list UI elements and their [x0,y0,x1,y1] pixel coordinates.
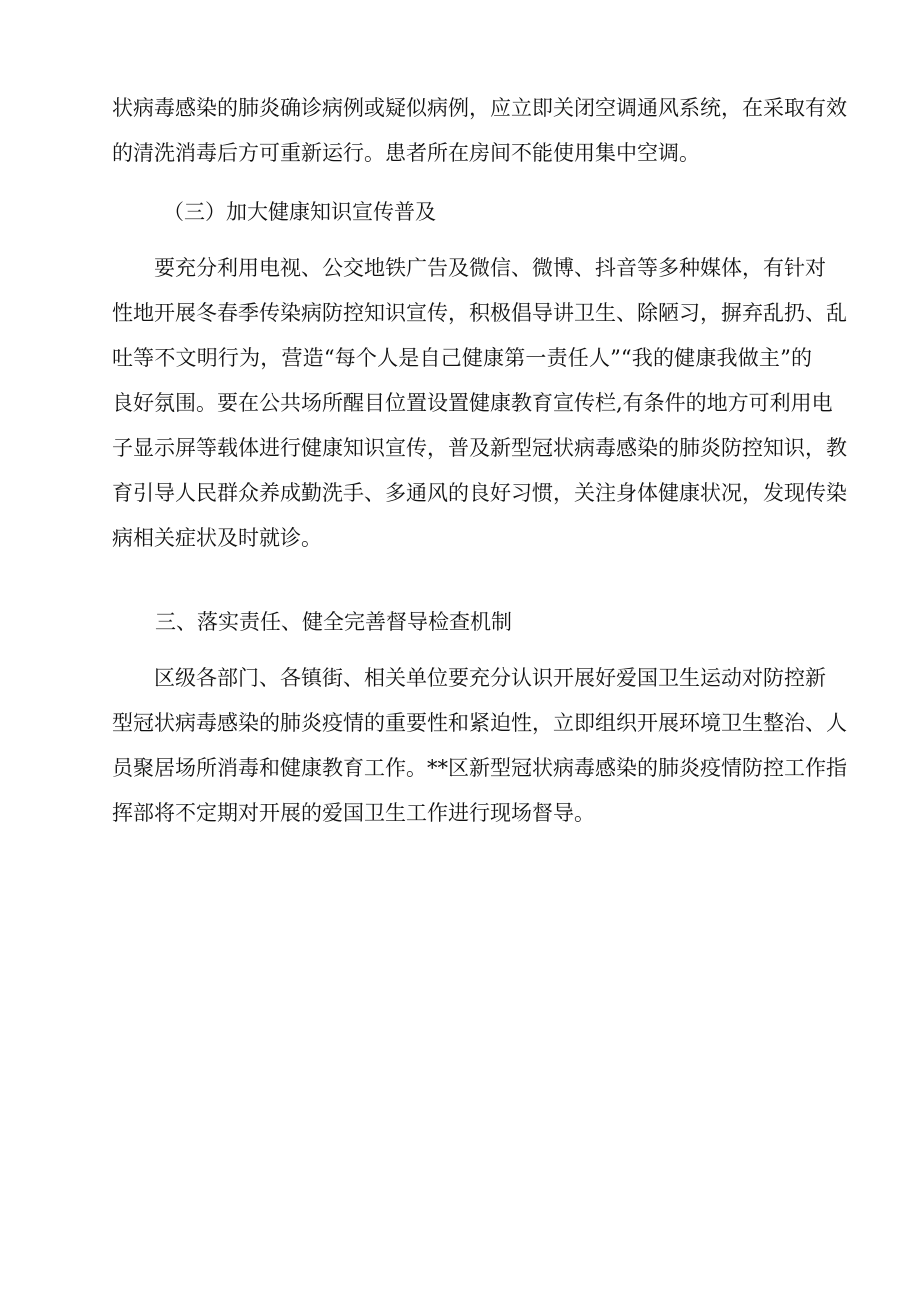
section-heading-health-education: （三）加大健康知识宣传普及 [163,200,436,224]
paragraph-line: 员聚居场所消毒和健康教育工作。**区新型冠状病毒感染的肺炎疫情防控工作指 [112,756,847,780]
paragraph-line: 良好氛围。要在公共场所醒目位置设置健康教育宣传栏,有条件的地方可利用电 [112,391,833,415]
paragraph-line: 病相关症状及时就诊。 [112,526,322,550]
paragraph-line: 育引导人民群众养成勤洗手、多通风的良好习惯，关注身体健康状况，发现传染 [112,481,847,505]
paragraph-supervision [112,656,847,836]
paragraph-line: 性地开展冬春季传染病防控知识宣传，积极倡导讲卫生、除陋习，摒弃乱扔、乱 [112,301,847,325]
paragraph-line: 挥部将不定期对开展的爱国卫生工作进行现场督导。 [112,801,595,825]
paragraph-line: 吐等不文明行为，营造“每个人是自己健康第一责任人”“我的健康我做主”的 [112,346,812,370]
paragraph-line: 区级各部门、各镇街、相关单位要充分认识开展好爱国卫生运动对防控新 [154,666,826,690]
paragraph-air-conditioning [112,86,847,176]
paragraph-line: 状病毒感染的肺炎确诊病例或疑似病例，应立即关闭空调通风系统，在采取有效 [112,96,847,120]
paragraph-health-education [112,246,847,561]
section-heading-supervision: 三、落实责任、健全完善督导检查机制 [155,610,512,634]
paragraph-line: 要充分利用电视、公交地铁广告及微信、微博、抖音等多种媒体，有针对 [154,256,826,280]
paragraph-line: 型冠状病毒感染的肺炎疫情的重要性和紧迫性，立即组织开展环境卫生整治、人 [112,711,847,735]
paragraph-line: 子显示屏等载体进行健康知识宣传，普及新型冠状病毒感染的肺炎防控知识，教 [112,436,847,460]
paragraph-line: 的清洗消毒后方可重新运行。患者所在房间不能使用集中空调。 [112,141,700,165]
